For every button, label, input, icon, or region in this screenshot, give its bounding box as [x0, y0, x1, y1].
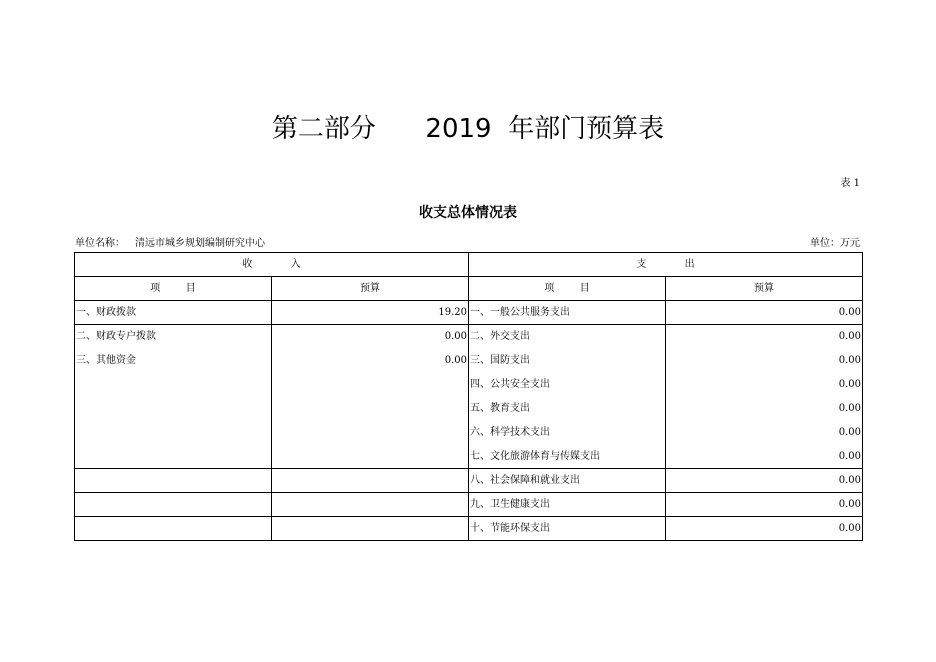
- table-row: [75, 445, 863, 469]
- unit-name-label: 单位名称：: [75, 238, 125, 249]
- income-item-empty: [75, 397, 272, 421]
- expense-value: 0.00: [666, 517, 863, 541]
- expense-value: 0.00: [666, 445, 863, 469]
- expense-item: 二、外交支出: [469, 325, 666, 349]
- expense-budget-header: 预算: [666, 277, 863, 301]
- table-row: [75, 397, 863, 421]
- expense-value: 0.00: [666, 469, 863, 493]
- table-row: [75, 469, 863, 493]
- table-row: [75, 349, 863, 373]
- expense-value: 0.00: [666, 373, 863, 397]
- income-item: 一、财政拨款: [75, 301, 272, 325]
- expense-value: 0.00: [666, 301, 863, 325]
- table-number: 表 1: [840, 178, 860, 189]
- expense-item: 四、公共安全支出: [469, 373, 666, 397]
- expense-header: 支 出: [469, 253, 863, 277]
- income-item: 二、财政专户拨款: [75, 325, 272, 349]
- income-header: 收 入: [75, 253, 469, 277]
- expense-item: 十、节能环保支出: [469, 517, 666, 541]
- expense-item: 五、教育支出: [469, 397, 666, 421]
- income-item-header: 项 目: [75, 277, 272, 301]
- table-row: [75, 325, 863, 349]
- table-title: 收支总体情况表: [419, 205, 517, 221]
- income-item-empty: [75, 373, 272, 397]
- income-value: 19.20: [272, 301, 469, 325]
- table-row: [75, 421, 863, 445]
- expense-value: 0.00: [666, 421, 863, 445]
- expense-item: 七、文化旅游体育与传媒支出: [469, 445, 666, 469]
- expense-value: 0.00: [666, 397, 863, 421]
- income-item: 三、其他资金: [75, 349, 272, 373]
- budget-summary-table: [74, 252, 863, 541]
- expense-value: 0.00: [666, 493, 863, 517]
- table-row: [75, 373, 863, 397]
- table-column-header-row: [75, 277, 863, 301]
- expense-item: 六、科学技术支出: [469, 421, 666, 445]
- money-unit: 单位：万元: [810, 238, 860, 249]
- page-title: 第二部分 2019 年部门预算表: [271, 114, 665, 144]
- income-value-empty: [272, 517, 469, 541]
- unit-name-line: [75, 234, 265, 249]
- income-value: 0.00: [272, 325, 469, 349]
- table-section-header-row: [75, 253, 863, 277]
- income-budget-header: 预算: [272, 277, 469, 301]
- income-value-empty: [272, 445, 469, 469]
- table-row: [75, 517, 863, 541]
- income-value-empty: [272, 421, 469, 445]
- expense-item-header: 项 目: [469, 277, 666, 301]
- income-value: 0.00: [272, 349, 469, 373]
- expense-item: 一、一般公共服务支出: [469, 301, 666, 325]
- income-item-empty: [75, 469, 272, 493]
- income-value-empty: [272, 493, 469, 517]
- expense-item: 九、卫生健康支出: [469, 493, 666, 517]
- unit-name-value: 清远市城乡规划编制研究中心: [135, 238, 265, 249]
- income-item-empty: [75, 493, 272, 517]
- income-value-empty: [272, 373, 469, 397]
- table-row: [75, 301, 863, 325]
- income-item-empty: [75, 517, 272, 541]
- income-value-empty: [272, 469, 469, 493]
- table-row: [75, 493, 863, 517]
- income-value-empty: [272, 397, 469, 421]
- expense-value: 0.00: [666, 349, 863, 373]
- expense-item: 八、社会保障和就业支出: [469, 469, 666, 493]
- income-item-empty: [75, 421, 272, 445]
- expense-value: 0.00: [666, 325, 863, 349]
- income-item-empty: [75, 445, 272, 469]
- expense-item: 三、国防支出: [469, 349, 666, 373]
